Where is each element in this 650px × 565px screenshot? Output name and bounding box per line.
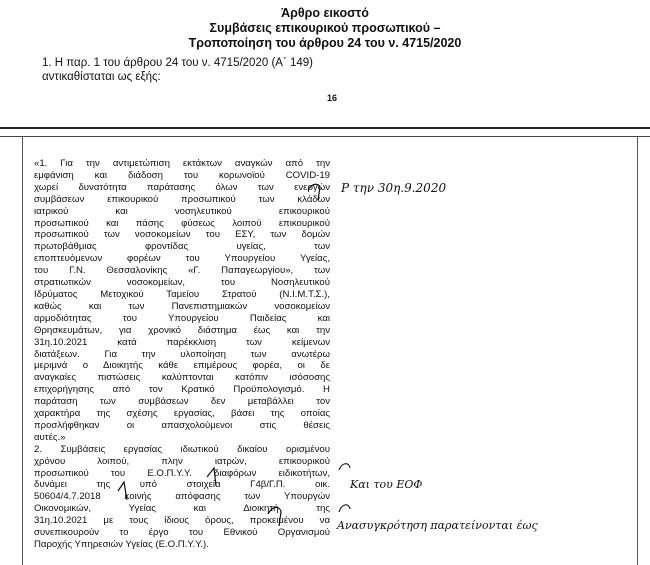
text-line: συνεπικουρούν το έργο του Εθνικού Οργανισμού bbox=[34, 527, 330, 539]
text-line: προσωπικού και πάσης φύσεως λοιπού επικουρικού bbox=[34, 217, 330, 229]
text-line: αναγκαίες πιστώσεις καλύπτονται κατόπιν ισόσοσης bbox=[34, 372, 330, 384]
text-line: 50604/4.7.2018 κοινής απόφασης των Υπουργών bbox=[34, 491, 330, 503]
text-line: αρμοδιότητας του Υπουργείου Παιδείας και bbox=[34, 312, 330, 324]
text-line: εμφάνιση και διάδοση του κορωνοϊού COVID-19 bbox=[34, 169, 330, 181]
handwritten-note-eof: Και του ΕΟΦ bbox=[350, 478, 423, 491]
text-line: χρόνου λοιπού, πλην ιατρών, επικουρικού bbox=[34, 455, 330, 467]
text-line: 31η.10.2021 με τους ίδιους όρους, προκειμένου να bbox=[34, 515, 330, 527]
text-line: δυνάμει της υπό στοιχεία Γ4β/Γ.Π. οικ. bbox=[34, 479, 330, 491]
intro-line-1: 1. Η παρ. 1 του άρθρου 24 του ν. 4715/2020 (Α΄ 149) bbox=[42, 57, 313, 69]
text-line: συμβάσεων επικουρικού προσωπικού των κλάδων bbox=[34, 193, 330, 205]
text-line: Ιδρύματος Μετοχικού Ταμείου Στρατού (Ν.Ι.Μ.Τ.Σ.), bbox=[34, 288, 330, 300]
text-line: μεριμνά ο Διοικητής κάθε επιμέρους φορέα, οι δε bbox=[34, 360, 330, 372]
insertion-mark bbox=[207, 468, 216, 486]
text-line: χαρακτήρα της σχέσης εργασίας, βάσει της οποίας bbox=[34, 408, 330, 420]
article-title-line-1: Συμβάσεις επικουρικού προσωπικού – bbox=[209, 21, 441, 35]
article-title-line-2: Τροποποίηση του άρθρου 24 του ν. 4715/2020 bbox=[188, 36, 462, 50]
text-line: «1. Για την αντιμετώπιση εκτάκτων αναγκών από την bbox=[34, 158, 330, 169]
text-line: διατάξεων. Για την υλοποίηση των ανωτέρω bbox=[34, 348, 330, 360]
page-number: 16 bbox=[327, 93, 338, 103]
text-line: αυτές.» bbox=[34, 431, 66, 443]
text-line: πρωτοβάθμιας φροντίδας υγείας, των bbox=[34, 241, 330, 253]
text-line: προσωπικού του Ε.Ο.Π.Υ.Υ. διαφόρων ειδικοτήτων, bbox=[34, 467, 330, 479]
text-line: Παροχής Υπηρεσιών Υγείας (Ε.Ο.Π.Υ.Υ.). bbox=[34, 539, 209, 550]
handwritten-note-date: Ρ την 30η.9.2020 bbox=[341, 181, 447, 195]
text-line: στρατιωτικών νοσοκομείων, του Νοσηλευτικού bbox=[34, 277, 330, 289]
insertion-mark bbox=[339, 464, 350, 470]
text-line: καθώς και των Πανεπιστημιακών νοσοκομείων bbox=[34, 300, 330, 312]
text-line: προσωπικού των νοσοκομείων του ΕΣΥ, των δομών bbox=[34, 229, 330, 241]
text-line: Θρησκευμάτων, για χρονικό διάστημα έως και την bbox=[34, 324, 330, 336]
insertion-mark bbox=[268, 507, 281, 526]
text-line: 31η.10.2021 κατά παρέκκλιση των κείμενων bbox=[34, 336, 330, 348]
insertion-mark bbox=[118, 482, 127, 500]
text-line: Οικονομικών, Υγείας και Διοικητή της bbox=[34, 503, 330, 515]
text-line: του Γ.Ν. Θεσσαλονίκης «Γ. Παπαγεωργίου», των bbox=[34, 265, 330, 277]
insertion-mark bbox=[308, 184, 320, 200]
text-line: επιχορήγησης από τον Κρατικό Προϋπολογισμό. Η bbox=[34, 384, 330, 396]
text-line: 2. Συμβάσεις εργασίας ιδιωτικού δικαίου ορισμένου bbox=[34, 443, 330, 455]
intro-line-2: αντικαθίσταται ως εξής: bbox=[42, 71, 161, 83]
text-line: ιατρικού και νοσηλευτικού επικουρικού bbox=[34, 205, 330, 217]
text-line: παράταση των συμβάσεων δεν μεταβάλλει τον bbox=[34, 396, 330, 408]
handwritten-note-reconstruction: Ανασυγκρότηση παρατείνονται έως bbox=[337, 519, 538, 532]
insertion-mark bbox=[339, 505, 350, 512]
article-number: Άρθρο εικοστό bbox=[281, 6, 369, 20]
text-line: εποπτευόμενων φορέων του Υπουργείου Υγείας, bbox=[34, 253, 330, 265]
text-line: χωρεί δυνατότητα παράτασης όλων των ενεργών bbox=[34, 181, 330, 193]
text-line: προσλήφθηκαν οι απασχολούμενοι στις θέσεις bbox=[34, 419, 330, 431]
